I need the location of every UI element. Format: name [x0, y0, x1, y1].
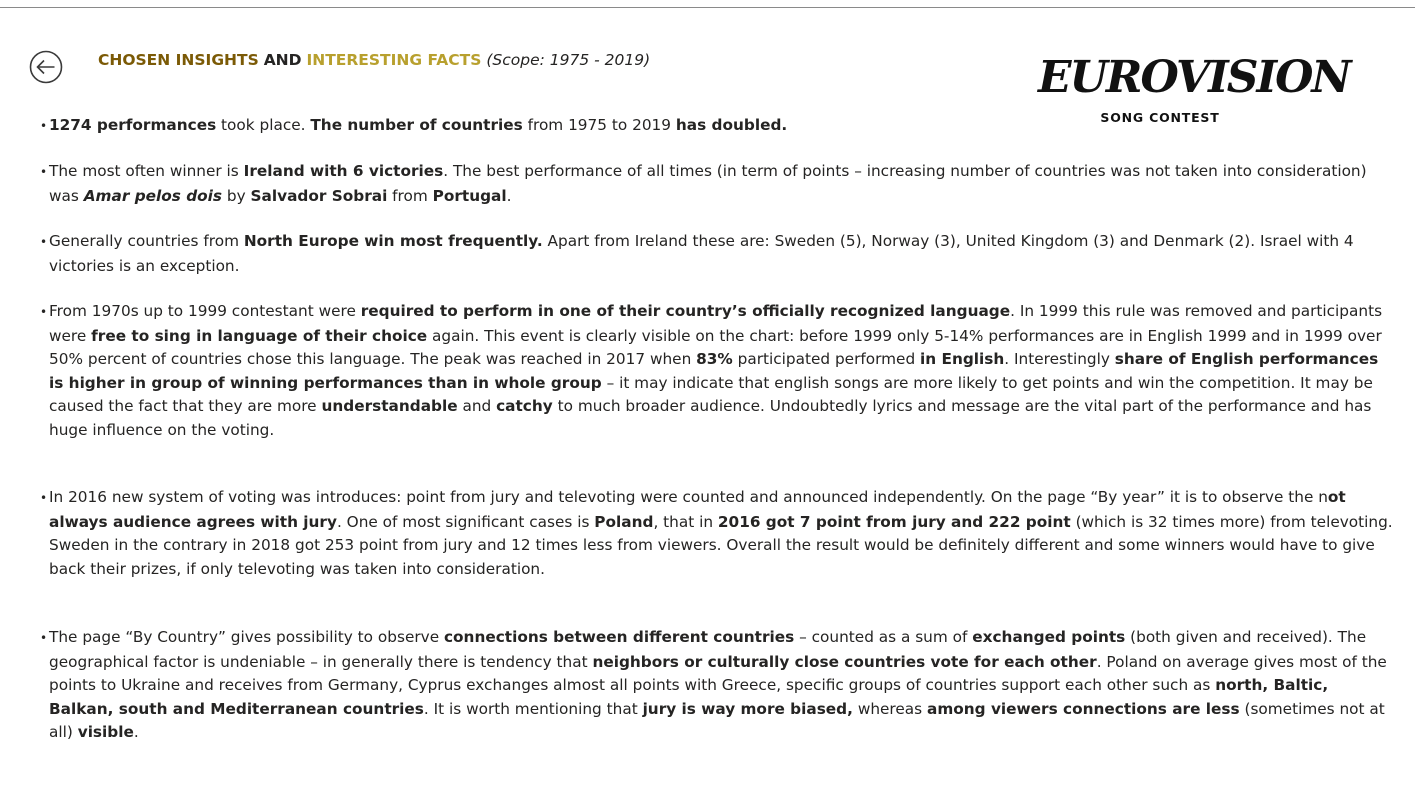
- fact-paragraph-6: • The page “By Country” gives possibility to observe connections between different countries – counted as a sum of exchanged points (both given and received). The geographical factor is undeniable – in generally there is tendency that neighbors or culturally close countries vote for each other. Poland on average gives most of the points to Ukraine and receives from Germany, Cyprus exchanges almost all points with Greece, specific groups of countries support each other such as north, Baltic, Balkan, south and Mediterranean countries. It is worth mentioning that jury is way more biased, whereas among viewers connections are less (sometimes not at all) visible.: [40, 628, 1387, 741]
- fact-paragraph-5: • In 2016 new system of voting was introduces: point from jury and televoting were counted and announced independently. On the page “By year” it is to observe the not always audience agrees with jury. One of most significant cases is Poland, that in 2016 got 7 point from jury and 222 point (which is 32 times more) from televoting. Sweden in the contrary in 2018 got 253 point from jury and 12 times less from viewers. Overall the result would be definitely different and some winners would have to give back their prizes, if only televoting was taken into consideration.: [40, 488, 1393, 578]
- logo-wordmark: EUROVISION: [1038, 52, 1350, 103]
- fact-paragraph-2: • The most often winner is Ireland with 6 victories. The best performance of all times (in term of points – increasing number of countries was not taken into consideration) was Amar pelos dois by Salvador Sobrai from Portugal.: [40, 162, 1367, 205]
- title-chosen-insights: CHOSEN INSIGHTS: [98, 51, 259, 69]
- title-interesting-facts: INTERESTING FACTS: [306, 51, 482, 69]
- fact-paragraph-1: • 1274 performances took place. The number of countries from 1975 to 2019 has doubled.: [40, 116, 788, 134]
- back-arrow-icon: [29, 50, 63, 84]
- title-and: AND: [263, 51, 302, 69]
- top-divider: [0, 7, 1415, 8]
- page-title: [98, 51, 650, 69]
- fact-paragraph-4: • From 1970s up to 1999 contestant were required to perform in one of their country’s officially recognized language. In 1999 this rule was removed and participants were free to sing in language of their choice again. This event is clearly visible on the chart: before 1999 only 5-14% performances are in English 1999 and in 1999 over 50% percent of countries chose this language. The peak was reached in 2017 when 83% participated performed in English. Interestingly share of English performances is higher in group of winning performances than in whole group – it may indicate that english songs are more likely to get points and win the competition. It may be caused the fact that they are more understandable and catchy to much broader audience. Undoubtedly lyrics and message are the vital part of the performance and has huge influence on the voting.: [40, 302, 1383, 439]
- eurovision-logo-art: [1036, 40, 1350, 110]
- logo-subtitle: SONG CONTEST: [1100, 110, 1220, 125]
- fact-paragraph-3: • Generally countries from North Europe win most frequently. Apart from Ireland these are: Sweden (5), Norway (3), United Kingdom (3) and Denmark (2). Israel with 4 victories is an exception.: [40, 232, 1354, 275]
- title-scope: (Scope: 1975 - 2019): [486, 51, 651, 69]
- back-button[interactable]: [29, 50, 63, 84]
